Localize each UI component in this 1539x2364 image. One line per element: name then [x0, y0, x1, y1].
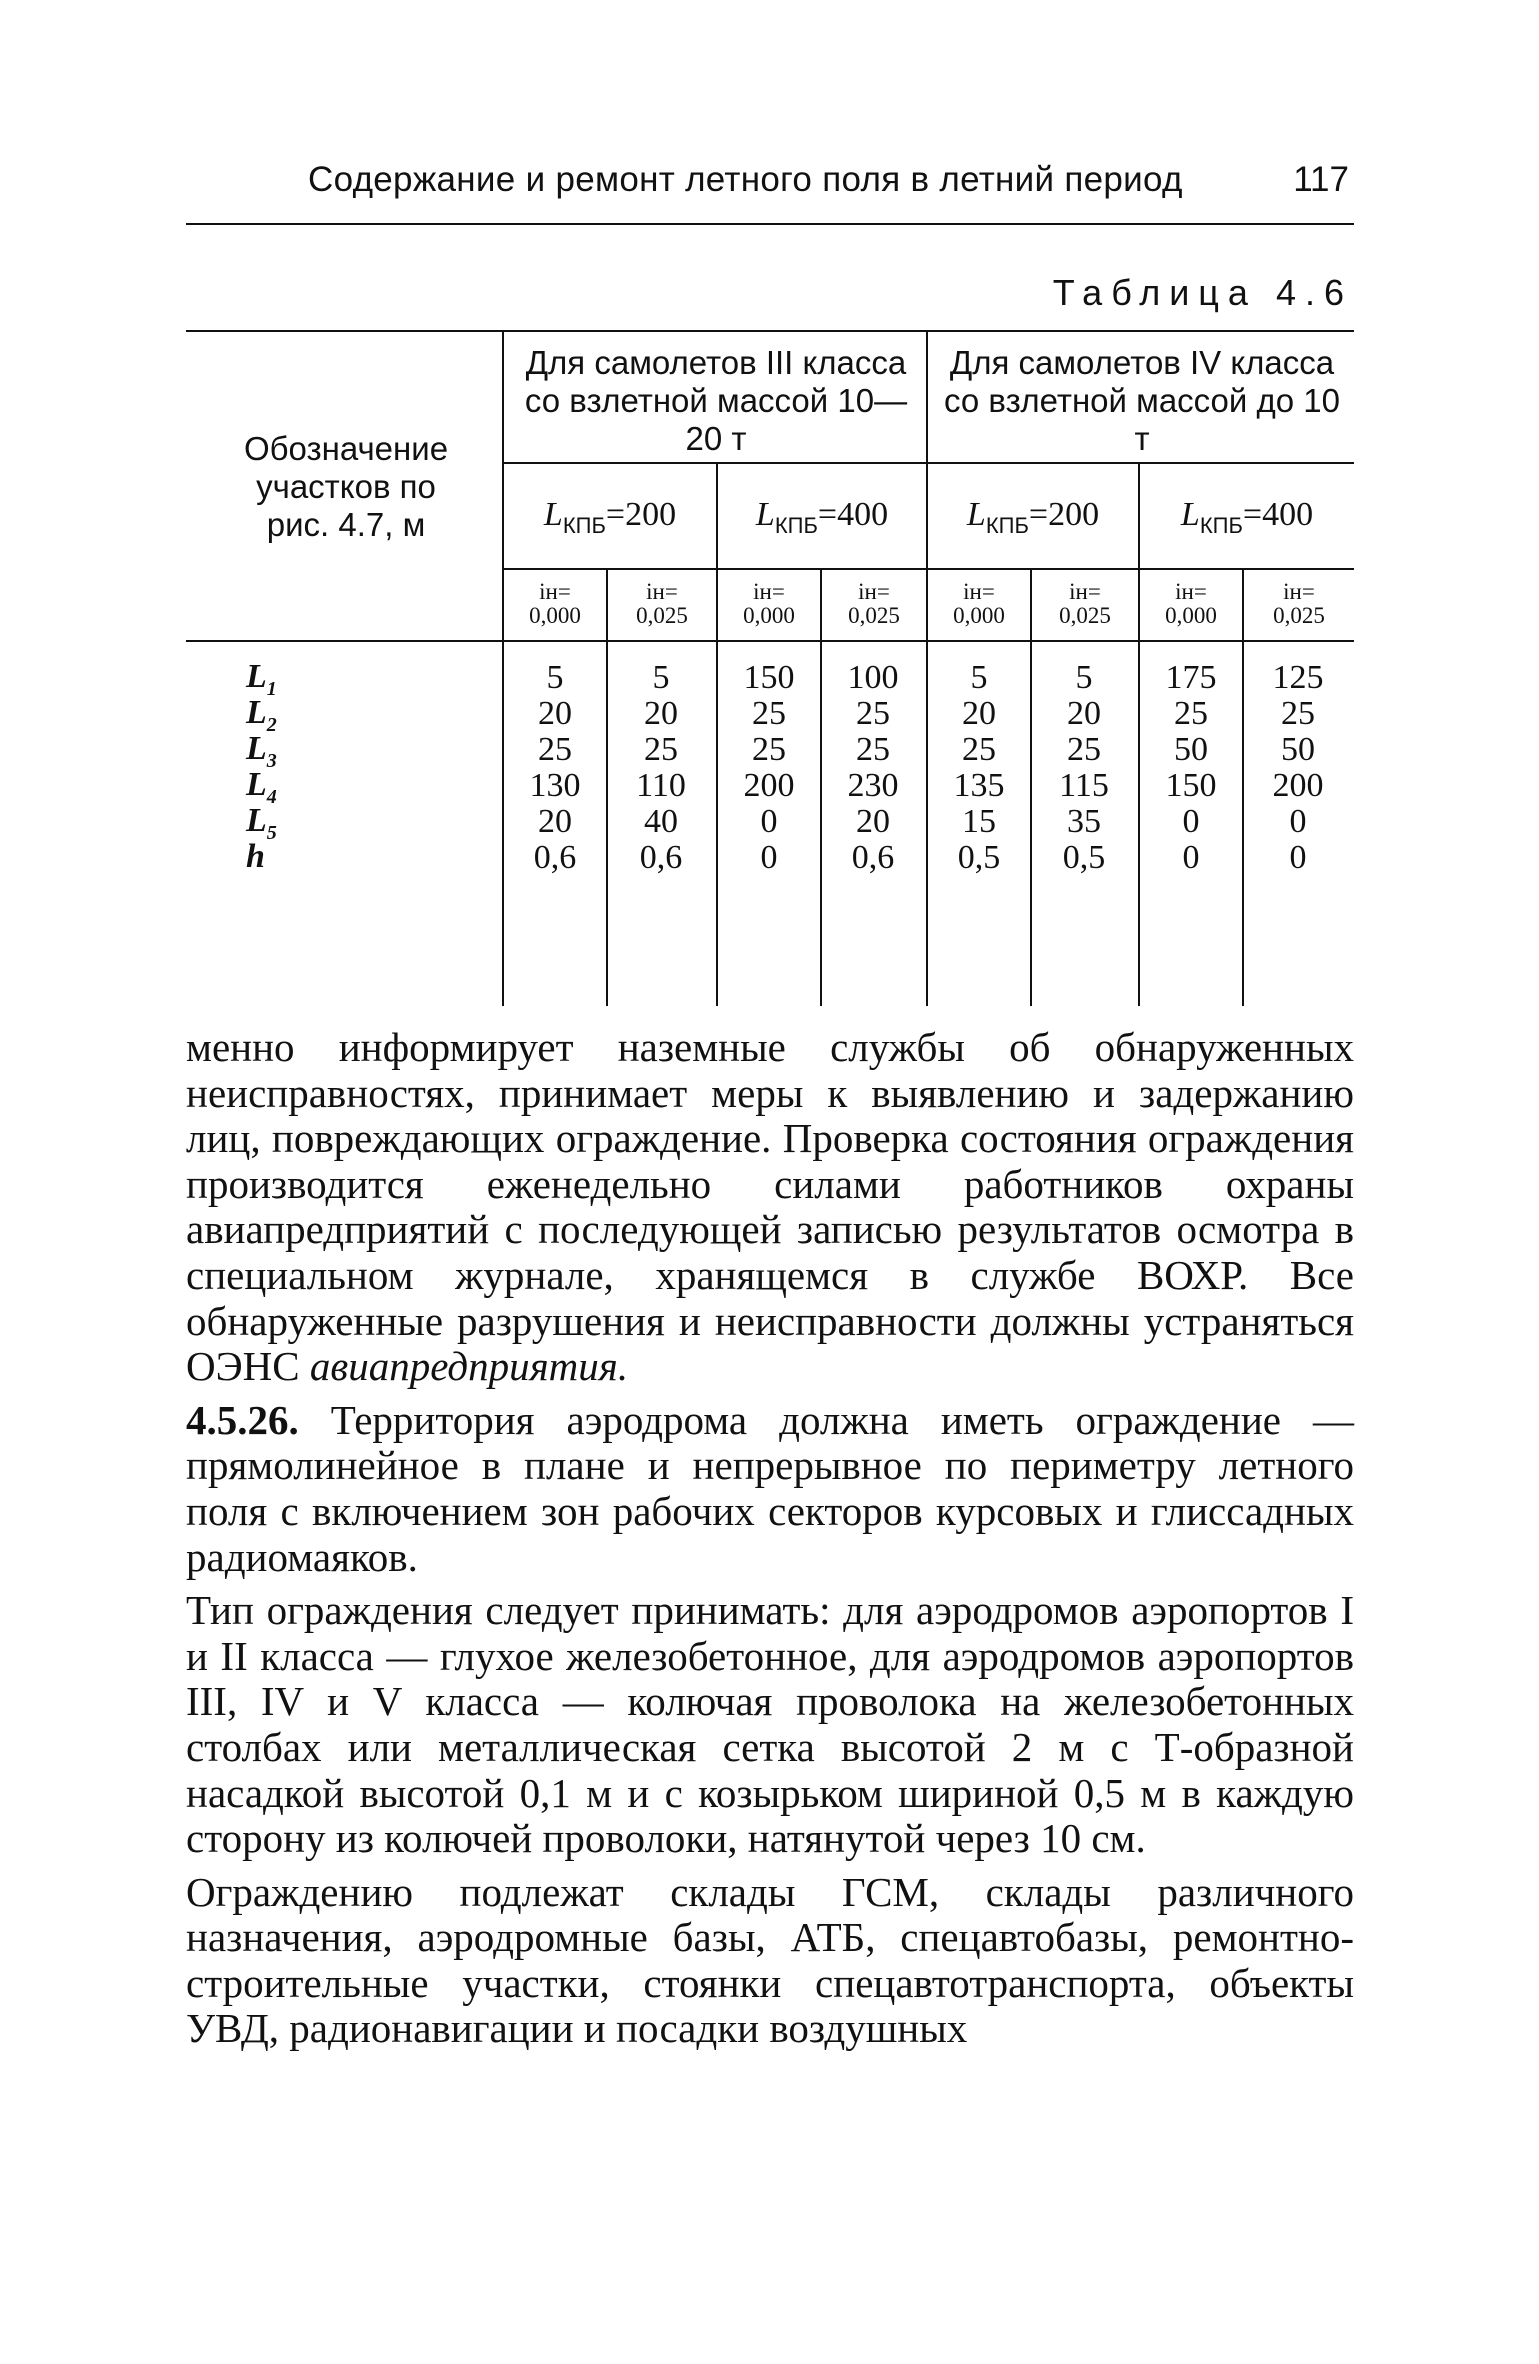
row-label-letter: L — [246, 694, 267, 731]
table-cell: 5 — [970, 659, 988, 696]
paragraph-continuation — [186, 1025, 1354, 1390]
lkpb-sub: КПБ — [774, 512, 818, 538]
group-header-class4: Для самолетов IV класса со взлетной массой до 10 т — [944, 344, 1340, 457]
row-label-subscript: 4 — [266, 785, 277, 808]
table-header-bottom-rule — [186, 640, 1354, 642]
table-cell: 20 — [1067, 695, 1101, 732]
lkpb-sub: КПБ — [1199, 512, 1243, 538]
table-col-rule-4 — [820, 568, 822, 1006]
lkpb-letter: L — [543, 496, 563, 533]
ih-header — [504, 580, 606, 628]
paragraph-fence-type: Тип ограждения следует принимать: для аэродромов аэропортов I и II класса — глухое железобетонное, для аэродромов аэропортов III, IV и V класса — колючая проволока на железобетонных столбах или металлическая сетка высотой 2 м с Т-образной насадкой высотой 0,1 м и с козырьком шириной 0,5 м в каждую сторону из колючей проволоки, натянутой через 10 см. — [186, 1587, 1354, 1862]
lkpb-value: =200 — [605, 496, 677, 533]
table-cell: 0,6 — [639, 839, 683, 876]
ih-label: iн= — [753, 579, 785, 604]
table-cell: 5 — [652, 659, 670, 696]
table-cell: 25 — [752, 731, 786, 768]
table-col-rule-3 — [716, 462, 718, 1006]
table-cell: 0 — [760, 839, 778, 876]
ih-value: 0,025 — [1059, 603, 1111, 628]
ih-header — [718, 580, 820, 628]
table-cell: 200 — [1272, 767, 1324, 804]
table-cell: 25 — [856, 695, 890, 732]
row-label-letter: L — [246, 802, 267, 839]
table-cell: 20 — [644, 695, 678, 732]
table-cell: 25 — [644, 731, 678, 768]
table-cell: 25 — [1281, 695, 1315, 732]
lkpb-letter: L — [755, 496, 775, 533]
table-cell: 40 — [644, 803, 678, 840]
ih-value: 0,000 — [1165, 603, 1217, 628]
table-cell: 5 — [1075, 659, 1093, 696]
table-cell: 20 — [538, 695, 572, 732]
running-header — [186, 160, 1354, 210]
table-cell: 25 — [856, 731, 890, 768]
ih-value: 0,025 — [848, 603, 900, 628]
body-text — [186, 1025, 1354, 2052]
table-cell: 0 — [1289, 839, 1307, 876]
table-cell: 0 — [1182, 839, 1200, 876]
row-label-letter: L — [246, 766, 267, 803]
table-cell: 25 — [1174, 695, 1208, 732]
paragraph-continuation-text: менно информирует наземные службы об обнаруженных неисправностях, принимает меры к выявлению и задержанию лиц, повреждающих ограждение. Проверка состояния ограждения производится еженедельно силами работников охраны авиапредприятий с последующей записью результатов осмотра в специальном журнале, хранящемся в службе ВОХР. Все обнаруженные разрушения и неисправности должны устраняться ОЭНС — [186, 1024, 1354, 1390]
table-col-rule-5 — [926, 330, 928, 1006]
row-label-subscript: 3 — [266, 749, 277, 772]
table-cell: 25 — [538, 731, 572, 768]
table-cell: 5 — [546, 659, 564, 696]
table-cell: 150 — [1165, 767, 1217, 804]
table-lkpb-rule — [502, 568, 1354, 570]
row-label — [246, 838, 265, 881]
ih-header — [822, 580, 926, 628]
table-col-rule-1 — [502, 330, 504, 1006]
lkpb-value: =200 — [1028, 496, 1100, 533]
lkpb-header — [1140, 496, 1354, 539]
table-cell: 20 — [538, 803, 572, 840]
lkpb-value: =400 — [1242, 496, 1314, 533]
ih-value: 0,025 — [1273, 603, 1325, 628]
table-cell: 50 — [1281, 731, 1315, 768]
table-cell: 175 — [1165, 659, 1217, 696]
row-header-cell: Обозначение участков по рис. 4.7, м — [243, 430, 449, 543]
lkpb-letter: L — [966, 496, 986, 533]
ih-label: iн= — [1283, 579, 1315, 604]
table-cell: 100 — [847, 659, 899, 696]
lkpb-header — [718, 496, 926, 539]
table-cell: 135 — [953, 767, 1005, 804]
header-rule — [186, 223, 1354, 225]
table-cell: 115 — [1059, 767, 1109, 804]
table-cell: 50 — [1174, 731, 1208, 768]
table-cell: 15 — [962, 803, 996, 840]
ih-value: 0,000 — [953, 603, 1005, 628]
paragraph-4-5-26 — [186, 1398, 1354, 1580]
table-cell: 25 — [962, 731, 996, 768]
table-cell: 0 — [760, 803, 778, 840]
table-cell: 35 — [1067, 803, 1101, 840]
ih-value: 0,025 — [636, 603, 688, 628]
page-number: 117 — [1293, 160, 1349, 199]
lkpb-sub: КПБ — [562, 512, 606, 538]
ih-label: iн= — [1175, 579, 1207, 604]
ih-header — [1032, 580, 1138, 628]
table-top-rule — [186, 330, 1354, 332]
table-cell: 0 — [1182, 803, 1200, 840]
table-group-rule — [502, 462, 1354, 464]
ih-header — [1244, 580, 1354, 628]
clause-number: 4.5.26. — [186, 1396, 299, 1443]
row-label-subscript: 5 — [266, 821, 277, 844]
table-cell: 0 — [1289, 803, 1307, 840]
row-label-letter: h — [246, 838, 265, 875]
lkpb-header — [504, 496, 716, 539]
row-label-subscript: 2 — [266, 713, 277, 736]
ih-value: 0,000 — [529, 603, 581, 628]
ih-header — [608, 580, 716, 628]
paragraph-continuation-italic: авиапредприятия. — [309, 1343, 629, 1390]
clause-text: Территория аэродрома должна иметь ограждение — прямолинейное в плане и непрерывное по периметру летного поля с включением зон рабочих секторов курсовых и глиссадных радиомаяков. — [186, 1396, 1354, 1580]
table-cell: 20 — [962, 695, 996, 732]
lkpb-header — [928, 496, 1138, 539]
table-col-rule-7 — [1138, 462, 1140, 1006]
table-cell: 0,6 — [533, 839, 577, 876]
group-header-class3: Для самолетов III класса со взлетной массой 10—20 т — [524, 344, 908, 457]
table-cell: 125 — [1272, 659, 1324, 696]
table-cell: 150 — [743, 659, 795, 696]
table-col-rule-6 — [1030, 568, 1032, 1006]
running-header-title: Содержание и ремонт летного поля в летний период — [308, 160, 1183, 199]
data-table — [186, 330, 1354, 1006]
lkpb-sub: КПБ — [985, 512, 1029, 538]
table-cell: 0,6 — [851, 839, 895, 876]
lkpb-letter: L — [1180, 496, 1200, 533]
ih-header — [928, 580, 1030, 628]
ih-label: iн= — [963, 579, 995, 604]
table-cell: 200 — [743, 767, 795, 804]
table-cell: 110 — [636, 767, 686, 804]
table-cell: 25 — [1067, 731, 1101, 768]
table-cell: 20 — [856, 803, 890, 840]
table-cell: 130 — [529, 767, 581, 804]
table-cell: 25 — [752, 695, 786, 732]
table-col-rule-8 — [1242, 568, 1244, 1006]
ih-label: iн= — [646, 579, 678, 604]
ih-header — [1140, 580, 1242, 628]
table-cell: 0,5 — [1062, 839, 1106, 876]
lkpb-value: =400 — [817, 496, 889, 533]
ih-value: 0,000 — [743, 603, 795, 628]
table-cell: 230 — [847, 767, 899, 804]
row-label-letter: L — [246, 730, 267, 767]
table-col-rule-2 — [606, 568, 608, 1006]
ih-label: iн= — [1069, 579, 1101, 604]
paragraph-fenced-objects: Ограждению подлежат склады ГСМ, склады различного назначения, аэродромные базы, АТБ, спецавтобазы, ремонтно-строительные участки, стоянки спецавтотранспорта, объекты УВД, радионавигации и посадки воздушных — [186, 1868, 1354, 2052]
ih-label: iн= — [858, 579, 890, 604]
ih-label: iн= — [539, 579, 571, 604]
table-cell: 0,5 — [957, 839, 1001, 876]
table-caption: Таблица 4.6 — [1052, 272, 1353, 313]
row-label-letter: L — [246, 658, 267, 695]
row-label-subscript: 1 — [266, 677, 277, 700]
